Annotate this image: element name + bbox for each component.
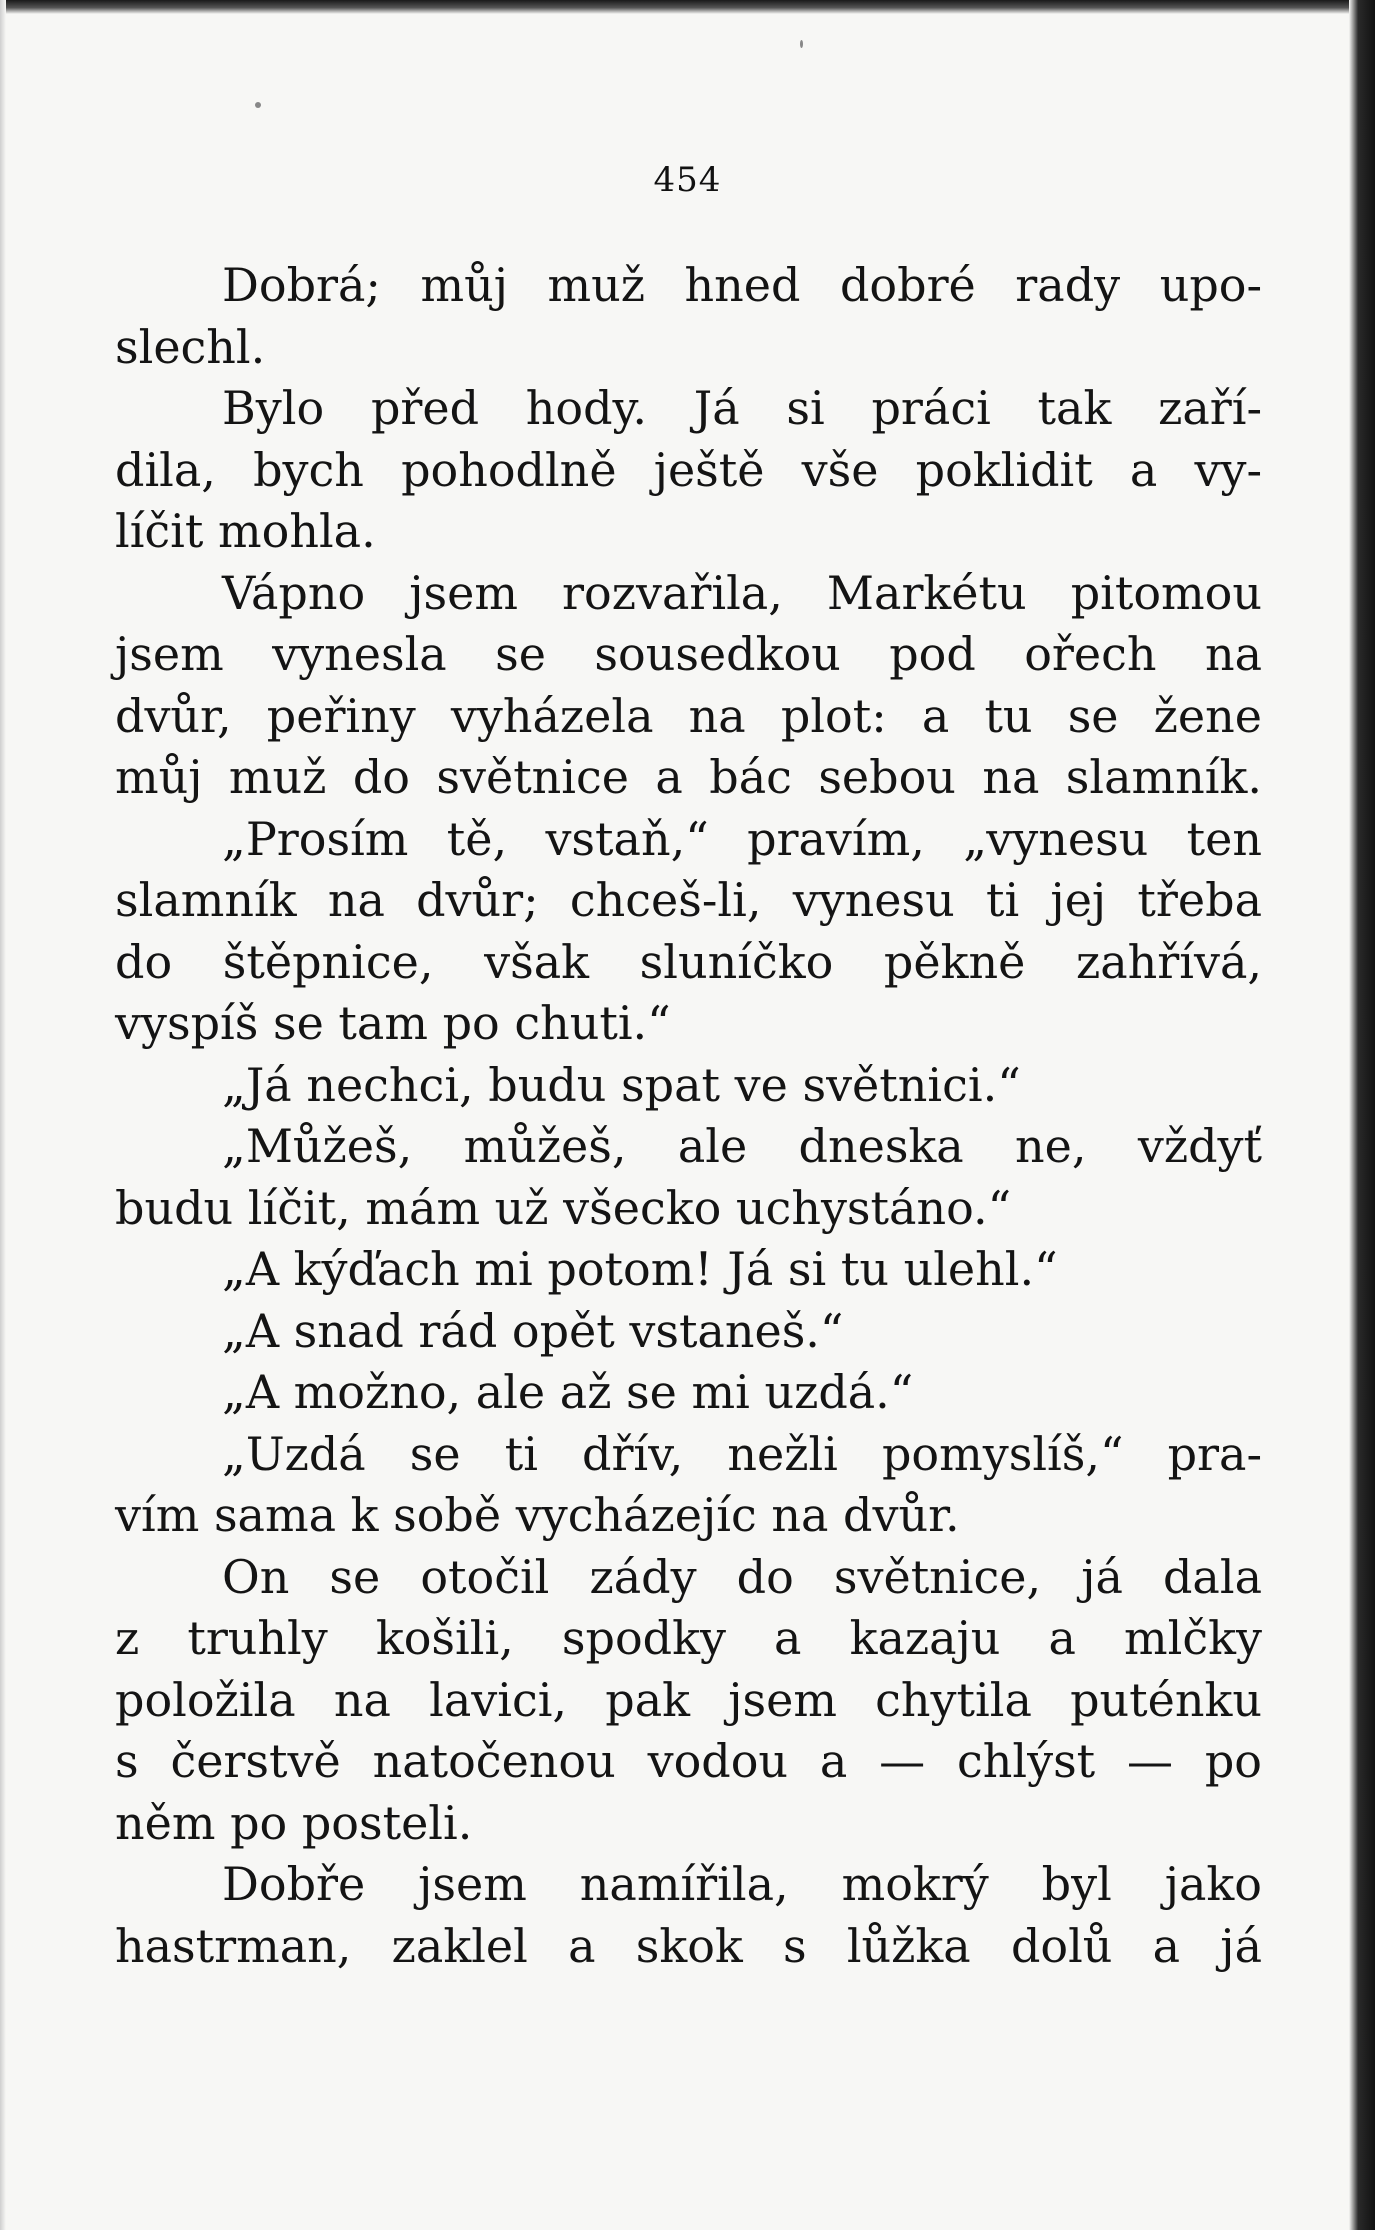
scan-speck <box>255 102 261 108</box>
text-line: hastrman, zaklel a skok s lůžka dolů a já <box>115 1918 1262 1973</box>
text-line: „Můžeš, můžeš, ale dneska ne, vždyť <box>222 1119 1262 1173</box>
scan-edge-right <box>1349 0 1375 2230</box>
text-line: „Uzdá se ti dřív, nežli pomyslíš,“ pra- <box>222 1426 1262 1481</box>
text-line: vyspíš se tam po chuti.“ <box>115 996 671 1050</box>
text-line: z truhly košili, spodky a kazaju a mlčky <box>115 1611 1262 1665</box>
text-line: „Prosím tě, vstaň,“ pravím, „vynesu ten <box>222 811 1262 866</box>
text-line: budu líčit, mám už všecko uchystáno.“ <box>115 1180 1012 1235</box>
text-line: položila na lavici, pak jsem chytila puténku <box>115 1672 1262 1727</box>
text-line: „A snad rád opět vstaneš.“ <box>222 1303 844 1358</box>
text-line: jsem vynesla se sousedkou pod ořech na <box>115 627 1262 681</box>
text-line: dvůr, peřiny vyházela na plot: a tu se žene <box>115 688 1262 743</box>
text-line: vím sama k sobě vycházejíc na dvůr. <box>115 1488 960 1542</box>
text-line: slamník na dvůr; chceš-li, vynesu ti jej třeba <box>115 873 1262 927</box>
text-line: „A kýďach mi potom! Já si tu ulehl.“ <box>222 1242 1058 1296</box>
text-line: něm po posteli. <box>115 1795 473 1850</box>
body-text <box>115 255 1262 1977</box>
text-line: dila, bych pohodlně ještě vše poklidit a vy- <box>115 442 1262 497</box>
text-line: On se otočil zády do světnice, já dala <box>222 1549 1262 1604</box>
text-line: Vápno jsem rozvařila, Markétu pitomou <box>222 565 1262 620</box>
scan-speck <box>800 40 803 48</box>
text-line: můj muž do světnice a bác sebou na slamník. <box>115 750 1262 804</box>
text-line: líčit mohla. <box>115 504 376 558</box>
scan-edge-top <box>0 0 1375 14</box>
text-line: „Já nechci, budu spat ve světnici.“ <box>222 1057 1021 1112</box>
scan-edge-left <box>0 0 6 2230</box>
text-line: do štěpnice, však sluníčko pěkně zahřívá, <box>115 934 1262 989</box>
page-number: 454 <box>653 160 722 200</box>
text-line: s čerstvě natočenou vodou a — chlýst — po <box>115 1734 1262 1788</box>
text-line: slechl. <box>115 319 266 374</box>
text-line: Dobrá; můj muž hned dobré rady upo- <box>222 258 1262 312</box>
text-line: „A možno, ale až se mi uzdá.“ <box>222 1365 914 1419</box>
text-line: Dobře jsem namířila, mokrý byl jako <box>222 1857 1262 1911</box>
text-line: Bylo před hody. Já si práci tak zaří- <box>222 381 1262 435</box>
